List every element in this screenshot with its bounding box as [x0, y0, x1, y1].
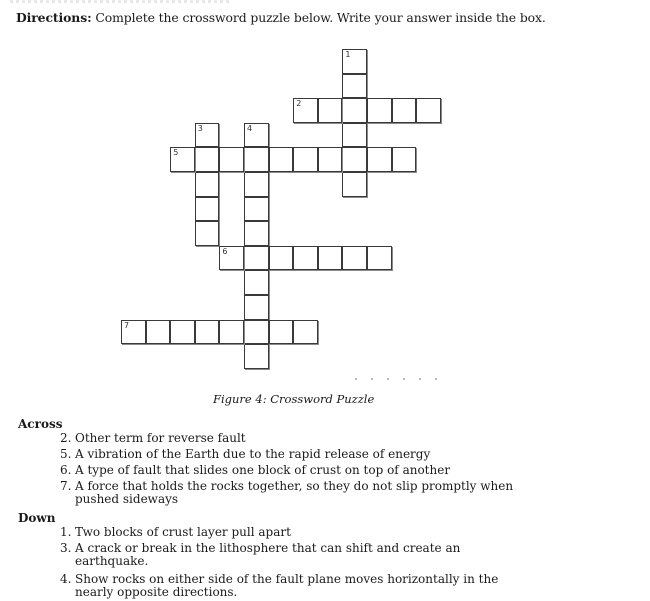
clue-number: 2.: [60, 431, 72, 445]
crossword-cell[interactable]: [269, 246, 294, 271]
crossword-cell[interactable]: [293, 98, 318, 123]
crossword-cell[interactable]: [342, 172, 367, 197]
down-heading: Down: [18, 511, 56, 525]
crossword-cell[interactable]: [342, 147, 367, 172]
clue-down-4: [60, 573, 560, 599]
directions-text: Complete the crossword puzzle below. Write your answer inside the box.: [91, 10, 546, 25]
crossword-cell[interactable]: [195, 197, 220, 222]
clue-text-continued: pushed sideways: [75, 492, 179, 506]
crossword-cell[interactable]: [195, 172, 220, 197]
crossword-cell[interactable]: [318, 246, 343, 271]
crossword-cell[interactable]: [367, 147, 392, 172]
clue-down-3: [60, 542, 560, 568]
clue-number: 5.: [60, 447, 72, 461]
crossword-cell[interactable]: [269, 147, 294, 172]
crossword-cell[interactable]: [342, 98, 367, 123]
clue-number-label: 7: [124, 320, 130, 330]
crossword-cell[interactable]: [416, 98, 441, 123]
clue-text: A vibration of the Earth due to the rapid release of energy: [75, 447, 431, 461]
clue-number: 6.: [60, 463, 72, 477]
crossword-cell[interactable]: [219, 246, 244, 271]
crossword-cell[interactable]: [219, 320, 244, 345]
clue-number-label: 3: [197, 123, 203, 133]
crossword-cell[interactable]: [170, 320, 195, 345]
crossword-cell[interactable]: [195, 320, 220, 345]
clue-number-label: 4: [247, 123, 253, 133]
crossword-cell[interactable]: [293, 320, 318, 345]
crossword-cell[interactable]: [195, 147, 220, 172]
crossword-cell[interactable]: [318, 147, 343, 172]
crossword-cell[interactable]: [293, 246, 318, 271]
crossword-cell[interactable]: [170, 147, 195, 172]
crossword-cell[interactable]: [244, 147, 269, 172]
clue-number: 7.: [60, 479, 72, 493]
clue-number-label: 2: [296, 99, 302, 109]
clue-down-1: [60, 526, 560, 539]
crossword-cell[interactable]: [342, 49, 367, 74]
clue-text-continued: earthquake.: [75, 554, 149, 568]
crossword-cell[interactable]: [244, 270, 269, 295]
clue-number: 3.: [60, 541, 72, 555]
crossword-cell[interactable]: [269, 320, 294, 345]
crossword-cell[interactable]: [244, 197, 269, 222]
clue-text: Two blocks of crust layer pull apart: [75, 525, 291, 539]
crossword-cell[interactable]: [392, 147, 417, 172]
clue-number-label: 5: [173, 148, 179, 158]
crossword-cell[interactable]: [342, 246, 367, 271]
crossword-cell[interactable]: [244, 221, 269, 246]
crossword-cell[interactable]: [244, 246, 269, 271]
crossword-cell[interactable]: [244, 344, 269, 369]
crossword-cell[interactable]: [367, 246, 392, 271]
clue-across-2: [60, 432, 560, 445]
clue-text: Other term for reverse fault: [75, 431, 246, 445]
clue-across-6: [60, 464, 560, 477]
clue-text: A type of fault that slides one block of crust on top of another: [75, 463, 451, 477]
crossword-cell[interactable]: [342, 74, 367, 99]
crossword-cell[interactable]: [219, 147, 244, 172]
clue-text: A crack or break in the lithosphere that can shift and create an: [75, 541, 461, 555]
crossword-cell[interactable]: [195, 123, 220, 148]
crossword-cell[interactable]: [392, 98, 417, 123]
clue-across-5: [60, 448, 560, 461]
crossword-cell[interactable]: [293, 147, 318, 172]
across-heading: Across: [18, 417, 63, 431]
crossword-cell[interactable]: [146, 320, 171, 345]
crossword-cell[interactable]: [121, 320, 146, 345]
clue-text: Show rocks on either side of the fault plane moves horizontally in the: [75, 572, 499, 586]
crossword-cell[interactable]: [367, 98, 392, 123]
crossword-cell[interactable]: [244, 295, 269, 320]
crossword-cell[interactable]: [318, 98, 343, 123]
crossword-cell[interactable]: [342, 123, 367, 148]
clue-text-continued: nearly opposite directions.: [75, 585, 238, 599]
crossword-cell[interactable]: [244, 172, 269, 197]
directions-label: Directions:: [16, 10, 92, 25]
clue-number: 1.: [60, 525, 72, 539]
clue-text: A force that holds the rocks together, so they do not slip promptly when: [75, 479, 514, 493]
clue-across-7: [60, 480, 560, 506]
crossword-cell[interactable]: [244, 320, 269, 345]
figure-caption: Figure 4: Crossword Puzzle: [213, 392, 375, 406]
clue-number-label: 6: [222, 246, 228, 256]
crossword-cell[interactable]: [244, 123, 269, 148]
decorative-dots: [355, 378, 445, 380]
crossword-cell[interactable]: [195, 221, 220, 246]
clue-number-label: 1: [345, 50, 351, 59]
clue-number: 4.: [60, 572, 72, 586]
